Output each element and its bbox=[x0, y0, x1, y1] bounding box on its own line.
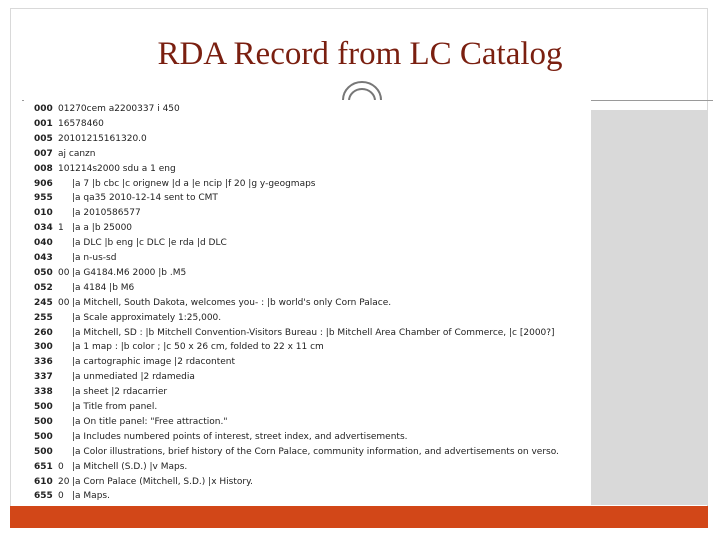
marc-indicators: 1 bbox=[58, 223, 64, 234]
marc-tag: 007 bbox=[34, 148, 53, 159]
marc-field-value: |a 4184 |b M6 bbox=[72, 282, 135, 293]
marc-field-value: |a 1 map : |b color ; |c 50 x 26 cm, folded to 22 x 11 cm bbox=[72, 342, 324, 353]
marc-tag: 906 bbox=[34, 178, 53, 189]
marc-record bbox=[24, 100, 591, 506]
marc-field-value: 16578460 bbox=[58, 118, 104, 129]
marc-field-value: |a DLC |b eng |c DLC |e rda |d DLC bbox=[72, 238, 227, 249]
marc-field-value: |a Title from panel. bbox=[72, 402, 158, 412]
marc-tag: 500 bbox=[34, 431, 53, 442]
marc-tag: 001 bbox=[34, 118, 53, 129]
marc-tag: 610 bbox=[34, 476, 53, 487]
side-panel bbox=[591, 110, 708, 505]
marc-field-value: |a unmediated |2 rdamedia bbox=[72, 372, 195, 383]
marc-field-value: |a Color illustrations, brief history of the Corn Palace, community information, and advertisements on verso. bbox=[72, 446, 559, 457]
marc-tag: 050 bbox=[34, 267, 53, 278]
marc-tag: 500 bbox=[34, 416, 53, 427]
marc-field-value: 101214s2000 sdu a 1 eng bbox=[58, 163, 176, 174]
marc-field-value: |a 7 |b cbc |c orignew |d a |e ncip |f 20 |g y-geogmaps bbox=[72, 178, 316, 189]
marc-field-value: |a On title panel: "Free attraction." bbox=[72, 416, 228, 427]
marc-field-value: |a 2010586577 bbox=[72, 208, 141, 219]
marc-field-value: |a Scale approximately 1:25,000. bbox=[72, 312, 222, 323]
marc-field-value: |a G4184.M6 2000 |b .M5 bbox=[72, 267, 187, 278]
marc-tag: 010 bbox=[34, 208, 53, 219]
marc-tag: 040 bbox=[34, 238, 53, 249]
accent-footer-bar bbox=[10, 506, 708, 528]
marc-field-value: |a Includes numbered points of interest, street index, and advertisements. bbox=[72, 431, 408, 442]
marc-field-value: |a cartographic image |2 rdacontent bbox=[72, 357, 236, 368]
marc-tag: 337 bbox=[34, 372, 53, 383]
marc-tag: 651 bbox=[34, 461, 53, 472]
marc-tag: 338 bbox=[34, 387, 53, 398]
marc-field-value: |a sheet |2 rdacarrier bbox=[72, 387, 168, 398]
marc-field-value: |a Mitchell (S.D.) |v Maps. bbox=[72, 461, 188, 472]
marc-tag: 052 bbox=[34, 282, 53, 293]
marc-indicators: 0 bbox=[58, 461, 64, 472]
marc-field-value: |a n-us-sd bbox=[72, 253, 117, 263]
marc-tag: 500 bbox=[34, 402, 53, 412]
marc-tag: 336 bbox=[34, 357, 53, 368]
marc-field-value: |a Mitchell, South Dakota, welcomes you- : |b world's only Corn Palace. bbox=[72, 297, 392, 308]
marc-tag: 260 bbox=[34, 327, 53, 338]
marc-field-value: |a Corn Palace (Mitchell, S.D.) |x History. bbox=[72, 476, 253, 487]
marc-field-value: |a a |b 25000 bbox=[72, 223, 133, 234]
marc-field-value: 01270cem a2200337 i 450 bbox=[58, 104, 180, 114]
marc-tag: 255 bbox=[34, 312, 53, 323]
marc-field-value: |a Mitchell, SD : |b Mitchell Convention-Visitors Bureau : |b Mitchell Area Chamber of Commerce, |c [2000?] bbox=[72, 327, 555, 338]
marc-tag: 034 bbox=[34, 223, 53, 234]
marc-tag: 005 bbox=[34, 133, 53, 144]
slide-title: RDA Record from LC Catalog bbox=[157, 36, 563, 72]
marc-tag: 043 bbox=[34, 253, 53, 263]
marc-tag: 955 bbox=[34, 193, 53, 204]
marc-tag: 500 bbox=[34, 446, 53, 457]
marc-field-value: |a Maps. bbox=[72, 491, 110, 502]
marc-tag: 008 bbox=[34, 163, 53, 174]
marc-field-value: |a qa35 2010-12-14 sent to CMT bbox=[72, 193, 218, 204]
marc-field-value: aj canzn bbox=[58, 148, 96, 159]
marc-field-value: 20101215161320.0 bbox=[58, 133, 147, 144]
marc-tag: 300 bbox=[34, 342, 53, 353]
marc-indicators: 20 bbox=[58, 476, 70, 487]
marc-indicators: 0 bbox=[58, 491, 64, 502]
marc-tag: 245 bbox=[34, 297, 53, 308]
marc-indicators: 00 bbox=[58, 267, 70, 278]
marc-indicators: 00 bbox=[58, 297, 70, 308]
marc-tag: 655 bbox=[34, 491, 53, 502]
marc-tag: 000 bbox=[34, 104, 53, 114]
